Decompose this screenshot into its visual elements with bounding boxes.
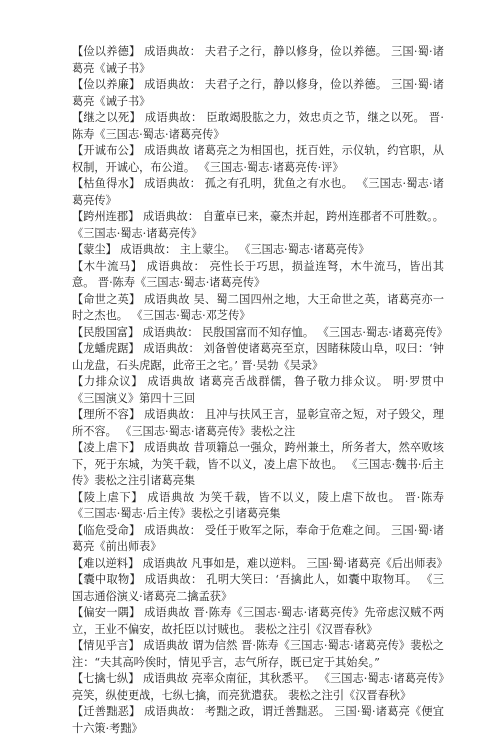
document-body bbox=[72, 44, 448, 737]
idiom-entry: 【跨州连郡】 成语典故： 自董卓已来，豪杰并起，跨州连郡者不可胜数。。《三国志·蜀志·诸葛亮传》 bbox=[72, 210, 444, 240]
idiom-entry: 【命世之英】 成语典故 吴、蜀二国四州之地，大王命世之英，诸葛亮亦一时之杰也。 《三国志·蜀志·邓芝传》 bbox=[72, 292, 444, 322]
idiom-entry: 【囊中取物】 成语典故： 孔明大笑曰：‘吾擒此人，如囊中取物耳。 《三国志通俗演义·诸葛亮二擒孟获》 bbox=[72, 573, 444, 603]
idiom-entry: 【枯鱼得水】 成语典故： 孤之有孔明，犹鱼之有水也。 《三国志·蜀志·诸葛亮传》 bbox=[72, 177, 444, 207]
idiom-entry: 【难以逆料】 成语典故 凡事如是，难以逆料。 三国·蜀·诸葛亮《后出师表》 bbox=[72, 556, 448, 570]
idiom-entry: 【偏安一隅】 成语典故 晋·陈寿《三国志·蜀志·诸葛亮传》先帝虑汉贼不两立，王业不偏安，故托臣以讨贼也。 裴松之注引《汉晋春秋》 bbox=[72, 606, 444, 636]
idiom-entry: 【俭以养廉】 成语典故： 夫君子之行，静以修身，俭以养德。 三国·蜀·诸葛亮《诫子书》 bbox=[72, 78, 444, 108]
idiom-entry: 【陵上虐下】 成语典故 为笑千载，皆不以义，陵上虐下故也。 晋·陈寿《三国志·蜀志·后主传》裴松之引诸葛亮集 bbox=[72, 490, 444, 520]
idiom-entry: 【蒙尘】 成语典故： 主上蒙尘。 《三国志·蜀志·诸葛亮传》 bbox=[72, 243, 370, 256]
idiom-entry: 【临危受命】 成语典故： 受任于败军之际，奉命于危难之间。 三国·蜀·诸葛亮《前出师表》 bbox=[72, 523, 444, 553]
idiom-entry: 【开诚布公】 成语典故 诸葛亮之为相国也，抚百姓，示仪轨，约官职，从权制，开诚心，布公道。 《三国志·蜀志·诸葛亮传·评》 bbox=[72, 144, 444, 174]
idiom-entry: 【龙蟠虎踞】 成语典故： 刘备曾使诸葛亮至京，因睹秣陵山阜，叹曰：‘钟山龙盘，石头虎踞，此帝王之宅。’ 晋·吴勃《吴录》 bbox=[72, 342, 444, 372]
idiom-entry: 【理所不容】 成语典故： 且冲与扶风王言，显彰宣帝之短，对子毁父，理所不容。 《三国志·蜀志·诸葛亮传》裴松之注 bbox=[72, 408, 444, 438]
idiom-entry: 【木牛流马】 成语典故： 亮性长于巧思，损益连弩，木牛流马，皆出其意。 晋·陈寿《三国志·蜀志·诸葛亮传》 bbox=[72, 259, 444, 289]
idiom-entry: 【民殷国富】 成语典故： 民殷国富而不知存恤。 《三国志·蜀志·诸葛亮传》 bbox=[72, 325, 448, 339]
idiom-entry: 【俭以养德】 成语典故： 夫君子之行，静以修身，俭以养德。 三国·蜀·诸葛亮《诫子书》 bbox=[72, 45, 444, 75]
idiom-entry: 【迁善黜恶】 成语典故： 考黜之政，谓迁善黜恶。 三国·蜀·诸葛亮《便宜十六策·考黜》 bbox=[72, 705, 444, 735]
idiom-entry: 【继之以死】 成语典故： 臣敢竭股肱之力，效忠贞之节，继之以死。 晋·陈寿《三国志·蜀志·诸葛亮传》 bbox=[72, 111, 444, 141]
idiom-entry: 【情见乎言】 成语典故 谓为信然 晋·陈寿《三国志·蜀志·诸葛亮传》裴松之注：“夫其高吟俟时，情见乎言，志气所存，既已定于其始矣。” bbox=[72, 639, 444, 669]
idiom-entry: 【力排众议】 成语典故 诸葛亮舌战群儒，鲁子敬力排众议。 明·罗贯中《三国演义》第四十三回 bbox=[72, 375, 444, 405]
idiom-entry: 【凌上虐下】 成语典故 昔项籍总一强众，跨州兼土，所务者大，然卒败垓下，死于东城，为笑千载，皆不以义，凌上虐下故也。 《三国志·魏书·后主传》裴松之注引诸葛亮集 bbox=[72, 441, 444, 487]
idiom-entry: 【七擒七纵】 成语典故 亮率众南征，其秋悉平。 《三国志·蜀志·诸葛亮传》亮笑，纵使更战，七纵七擒，而亮犹遣获。 裴松之注引《汉晋春秋》 bbox=[72, 672, 444, 702]
